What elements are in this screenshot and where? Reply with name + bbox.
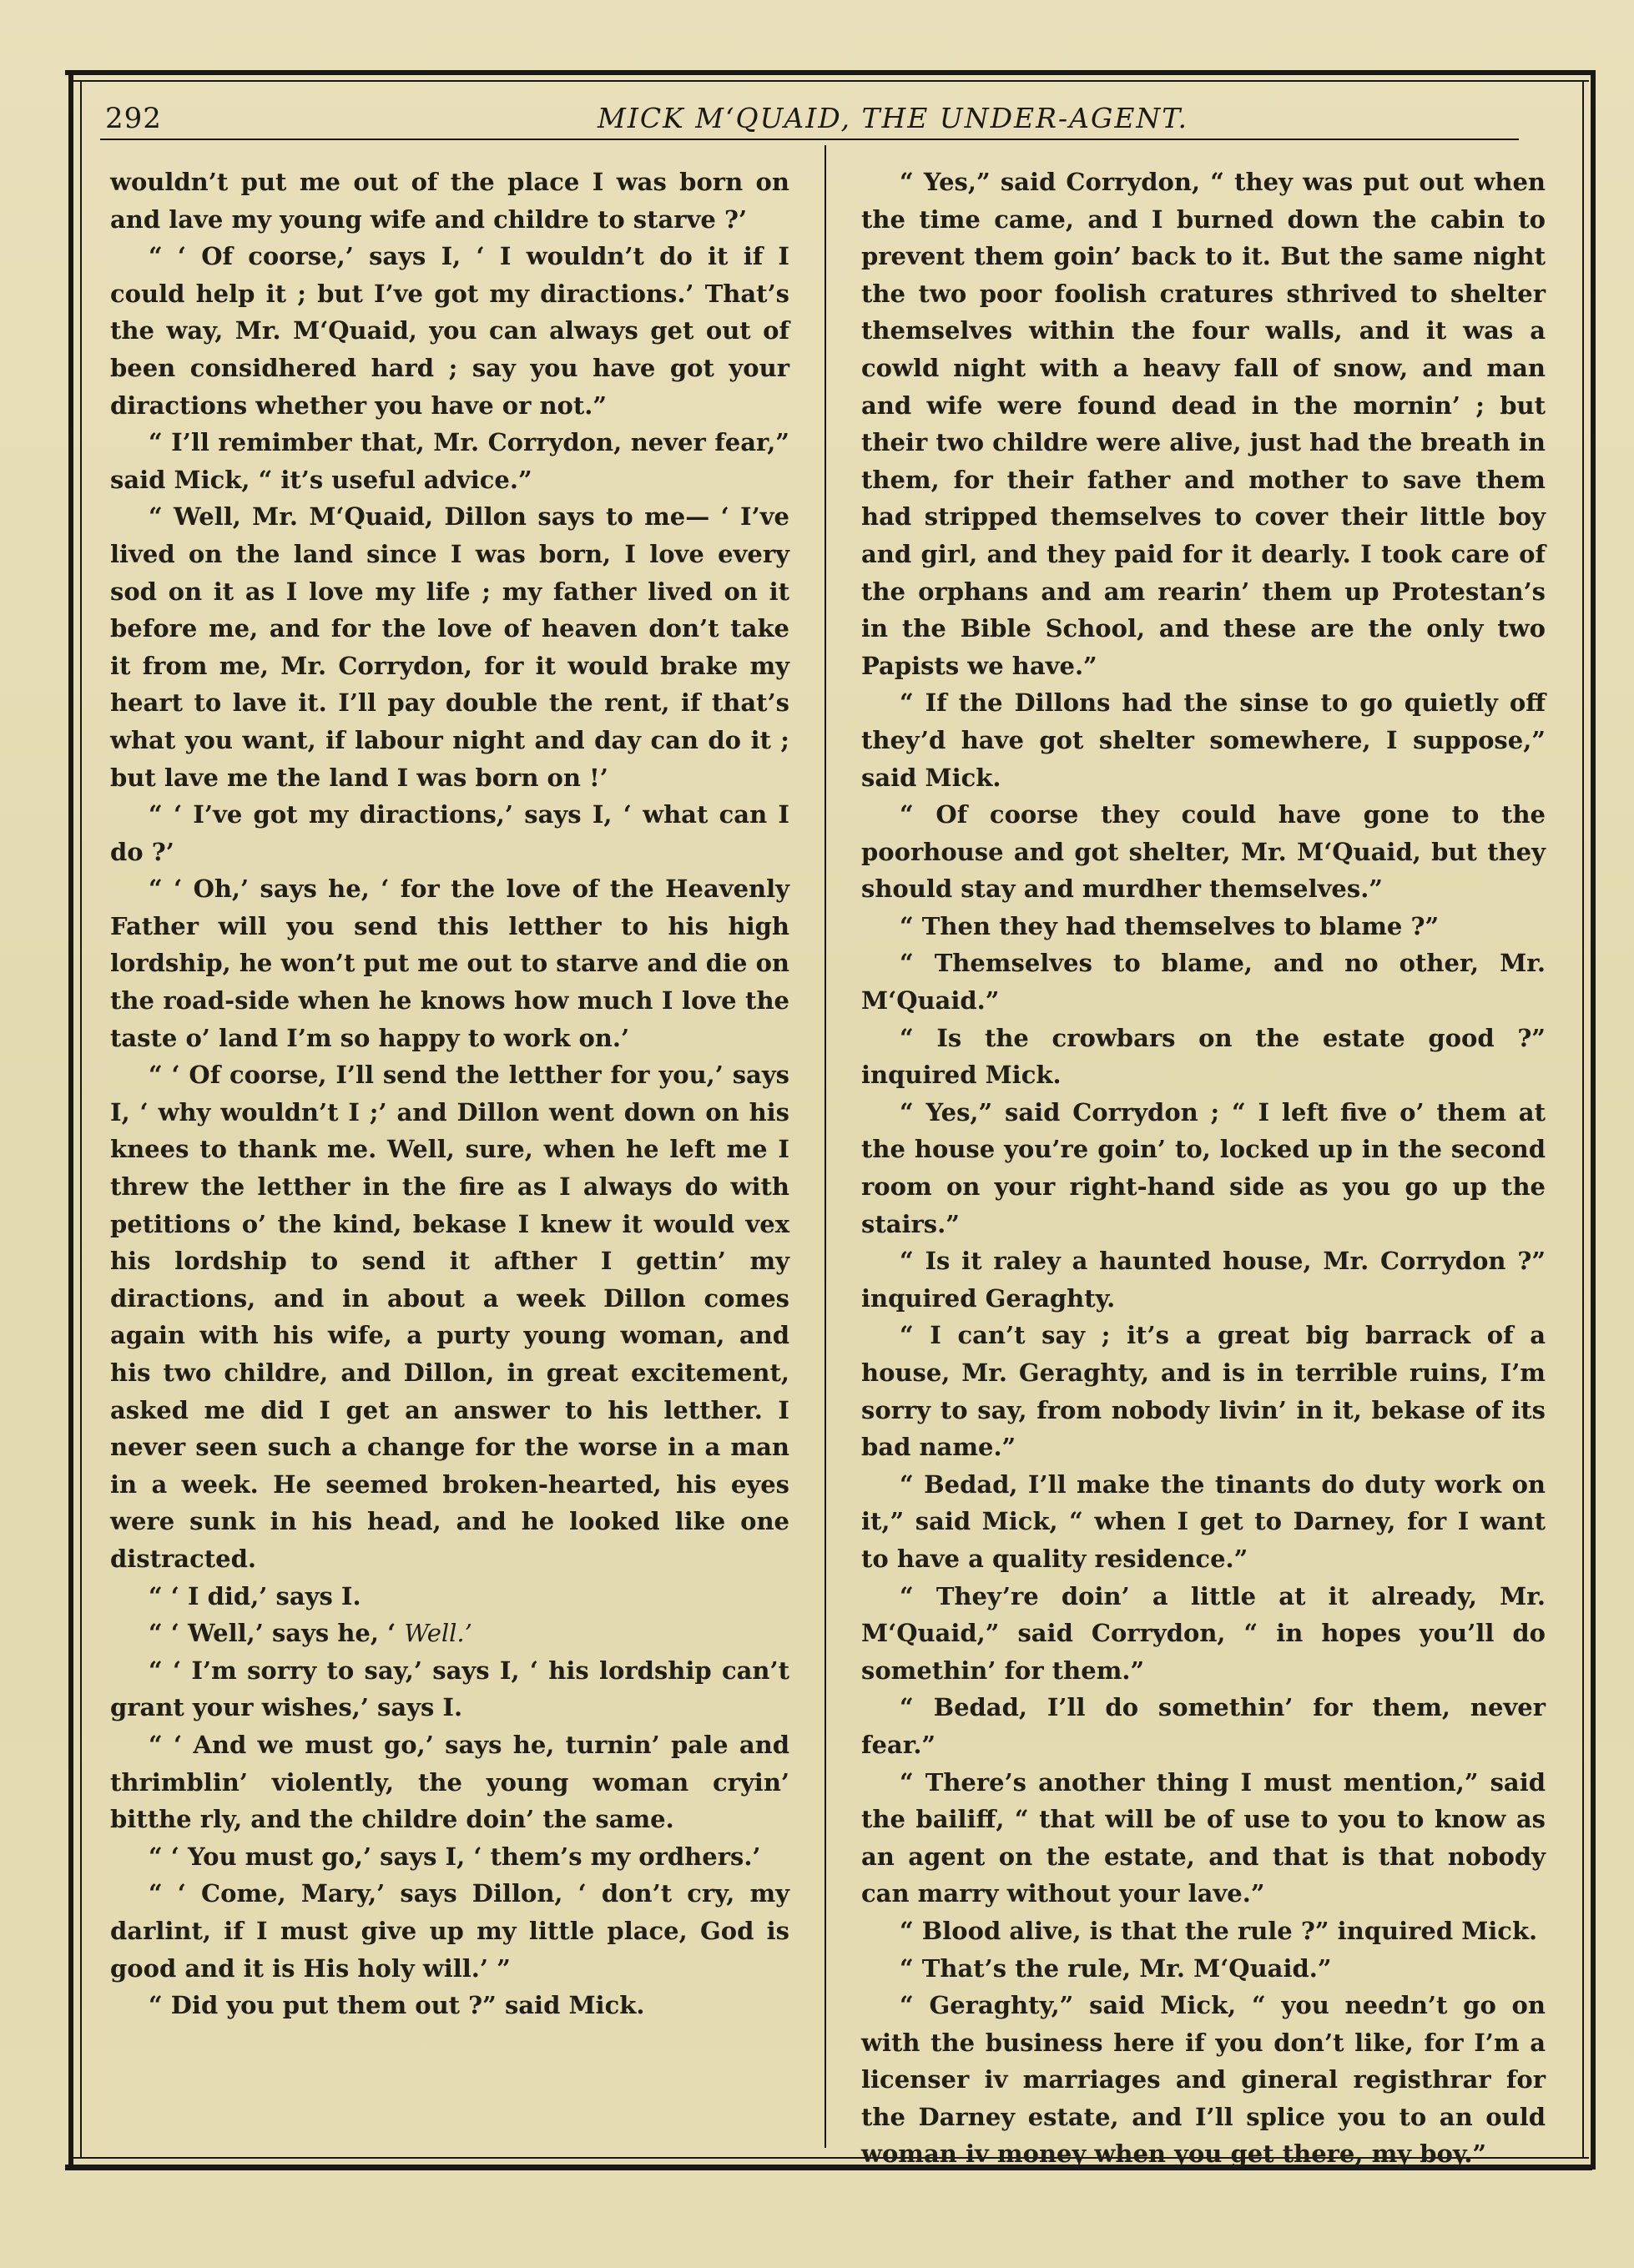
paragraph: “ Bedad, I’ll do somethin’ for them, never fear.”	[861, 1693, 1546, 1759]
paragraph: “ Geraghty,” said Mick, “ you needn’t go on with the business here if you don’t like, for I’m a licenser iv marriages and gineral registhrar for the Darney estate, and I’ll splice you to an ould woman iv money when you get there, my boy.”	[861, 1991, 1546, 2169]
paragraph	[110, 1615, 789, 1652]
paragraph: wouldn’t put me out of the place I was born on and lave my young wife and childre to starve ?’	[110, 168, 789, 234]
paragraph: “ ‘ You must go,’ says I, ‘ them’s my ordhers.’	[149, 1842, 761, 1871]
paragraph: “ ‘ And we must go,’ says he, turnin’ pale and thrimblin’ violently, the young woman cryin’ bitthe rly, and the childre doin’ the same.	[110, 1730, 789, 1834]
page-number: 292	[105, 102, 162, 135]
paragraph: “ Well, Mr. M‘Quaid, Dillon says to me— ‘ I’ve lived on the land since I was born, I love every sod on it as I love my life ; my father lived on it before me, and for the love of heaven don’t take it from me, Mr. Corrydon, for it would brake my heart to lave it. I’ll pay double the rent, if that’s what you want, if labour night and day can do it ; but lave me the land I was born on !’	[110, 502, 789, 792]
border-right-outer	[1591, 70, 1596, 2170]
paragraph: “ ‘ Come, Mary,’ says Dillon, ‘ don’t cry, my darlint, if I must give up my little place, God is good and it is His holy will.’ ”	[110, 1879, 789, 1983]
right-column	[861, 164, 1546, 2173]
border-left-inner	[80, 80, 82, 2159]
paragraph: “ Then they had themselves to blame ?”	[900, 911, 1440, 940]
italic-word: Well.’	[404, 1619, 472, 1648]
paragraph: “ Themselves to blame, and no other, Mr. M‘Quaid.”	[861, 949, 1546, 1016]
paragraph: “ ‘ Oh,’ says he, ‘ for the love of the Heavenly Father will you send this letther to his high lordship, he won’t put me out to starve and die on the road-side when he knows how much I love the taste o’ land I’m so happy to work on.’	[110, 874, 789, 1052]
border-right-inner	[1582, 80, 1584, 2159]
paragraph: “ Yes,” said Corrydon, “ they was put out when the time came, and I burned down the cabin to prevent them goin’ back to it. But the same night the two poor foolish cratures sthrived to shelter themselves within the four walls, and it was a cowld night with a heavy fall of snow, and man and wife were found dead in the mornin’ ; but their two childre were alive, just had the breath in them, for their father and mother to save them had stripped themselves to cover their little boy and girl, and they paid for it dearly. I took care of the orphans and am rearin’ them up Protestan’s in the Bible School, and these are the only two Papists we have.”	[861, 168, 1546, 680]
paragraph: “ If the Dillons had the sinse to go quietly off they’d have got shelter somewhere, I suppose,” said Mick.	[861, 688, 1546, 792]
border-top-outer	[65, 70, 1592, 75]
border-left-outer	[68, 70, 73, 2170]
paragraph: “ That’s the rule, Mr. M‘Quaid.”	[900, 1953, 1332, 1983]
paragraph: “ Bedad, I’ll make the tinants do duty work on it,” said Mick, “ when I get to Darney, for I want to have a quality residence.”	[861, 1469, 1546, 1573]
paragraph: “ I’ll remimber that, Mr. Corrydon, never fear,” said Mick, “ it’s useful advice.”	[110, 428, 789, 494]
paragraph: “ I can’t say ; it’s a great big barrack of a house, Mr. Geraghty, and is in terrible ruins, I’m sorry to say, from nobody livin’ in it, bekase of its bad name.”	[861, 1321, 1546, 1462]
paragraph: “ They’re doin’ a little at it already, Mr. M‘Quaid,” said Corrydon, “ in hopes you’ll do somethin’ for them.”	[861, 1581, 1546, 1685]
paragraph: “ ‘ Of coorse,’ says I, ‘ I wouldn’t do it if I could help it ; but I’ve got my diractions.’ That’s the way, Mr. M‘Quaid, you can always get out of been considhered hard ; say you have got your diractions whether you have or not.”	[110, 242, 789, 420]
left-column	[110, 164, 789, 2024]
paragraph: “ Of coorse they could have gone to the poorhouse and got shelter, Mr. M‘Quaid, but they should stay and murdher themselves.”	[861, 800, 1546, 904]
paragraph: “ Yes,” said Corrydon ; “ I left five o’ them at the house you’re goin’ to, locked up in the second room on your right-hand side as you go up the stairs.”	[861, 1097, 1546, 1238]
border-top-inner	[68, 80, 1589, 82]
paragraph: “ ‘ I did,’ says I.	[149, 1581, 361, 1610]
paragraph: “ ‘ I’m sorry to say,’ says I, ‘ his lordship can’t grant your wishes,’ says I.	[110, 1656, 789, 1722]
paragraph-text: “ ‘ Well,’ says he, ‘	[149, 1619, 396, 1648]
paragraph: “ There’s another thing I must mention,” said the bailiff, “ that will be of use to you to know as an agent on the estate, and that is that nobody can marry without your lave.”	[861, 1767, 1546, 1908]
running-title: MICK M‘QUAID, THE UNDER-AGENT.	[598, 102, 1188, 134]
paragraph: “ ‘ I’ve got my diractions,’ says I, ‘ what can I do ?’	[110, 800, 789, 866]
column-divider	[825, 145, 826, 2148]
paragraph: “ Is the crowbars on the estate good ?” inquired Mick.	[861, 1023, 1546, 1090]
header-rule	[100, 139, 1519, 140]
page-header	[100, 100, 1519, 134]
paragraph: “ Blood alive, is that the rule ?” inquired Mick.	[900, 1916, 1538, 1945]
paragraph: “ Did you put them out ?” said Mick.	[149, 1991, 645, 2020]
paragraph: “ Is it raley a haunted house, Mr. Corrydon ?” inquired Geraghty.	[861, 1247, 1546, 1313]
paragraph: “ ‘ Of coorse, I’ll send the letther for you,’ says I, ‘ why wouldn’t I ;’ and Dillon went down on his knees to thank me. Well, sure, when he left me I threw the letther in the fire as I always do with petitions o’ the kind, bekase I knew it would vex his lordship to send it afther I gettin’ my diractions, and in about a week Dillon comes again with his wife, a purty young woman, and his two childre, and Dillon, in great excitement, asked me did I get an answer to his letther. I never seen such a change for the worse in a man in a week. He seemed broken-hearted, his eyes were sunk in his head, and he looked like one distracted.	[110, 1061, 789, 1573]
